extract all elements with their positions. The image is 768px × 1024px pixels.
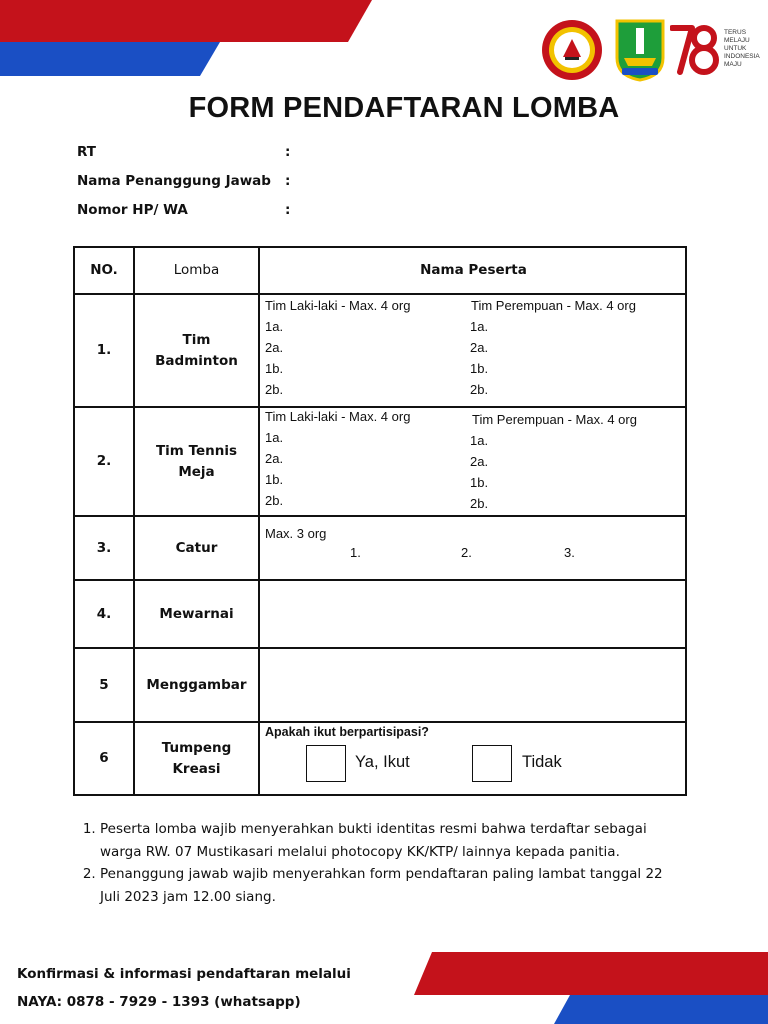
row-1-right-line[interactable]: 2b. — [470, 382, 489, 397]
bottom-stripes — [410, 952, 768, 1024]
row-1-left-line[interactable]: 2b. — [265, 382, 284, 397]
tidak-checkbox[interactable] — [472, 745, 512, 782]
bottom-blue-stripe — [554, 995, 768, 1024]
row-1-right-line[interactable]: 1a. — [470, 319, 489, 334]
row-1-right-line[interactable]: 1b. — [470, 361, 489, 376]
info-penanggung-jawab-label: Nama Penanggung Jawab — [77, 173, 271, 189]
row-4-lomba: Mewarnai — [159, 605, 234, 622]
logo-tagline-5: MAJU — [724, 61, 742, 68]
logo-tagline-1: TERUS — [724, 29, 747, 36]
note-item: 2. Penanggung jawab wajib menyerahkan form pendaftaran paling lambat tanggal 22 Juli 2023 jam 12.00 siang. — [100, 863, 664, 908]
row-4-name-field[interactable] — [260, 581, 687, 647]
header-no — [75, 248, 133, 293]
row-1-no: 1. — [96, 342, 112, 359]
bottom-red-stripe — [414, 952, 768, 995]
row-2-right-line[interactable]: 2a. — [470, 454, 489, 469]
row-2-right-line[interactable]: 1b. — [470, 475, 489, 490]
row-3-slot[interactable]: 3. — [564, 545, 575, 560]
karang-taruna-logo — [541, 19, 603, 81]
row-3-note: Max. 3 org — [265, 526, 327, 541]
registration-table — [73, 246, 687, 796]
page-title: FORM PENDAFTARAN LOMBA — [188, 92, 620, 124]
top-stripes — [0, 0, 380, 76]
logo-group — [538, 16, 768, 82]
row-1-left-line[interactable]: 2a. — [265, 340, 284, 355]
row-2-no: 2. — [96, 453, 112, 470]
logo-tagline-2: MELAJU — [724, 37, 750, 44]
header-lomba — [135, 248, 258, 293]
tidak-label: Tidak — [522, 753, 562, 771]
row-1-right-line[interactable]: 2a. — [470, 340, 489, 355]
row-2-right-title: Tim Perempuan - Max. 4 org — [472, 412, 637, 427]
kota-bekasi-logo — [614, 18, 666, 82]
row-3-slot[interactable]: 2. — [461, 545, 472, 560]
row-2-left-line[interactable]: 2a. — [265, 451, 284, 466]
info-rt — [77, 144, 291, 160]
row-3-lomba: Catur — [175, 539, 218, 556]
header-nama-peserta-text: Nama Peserta — [420, 262, 527, 279]
header-lomba-text: Lomba — [173, 262, 220, 279]
row-2-right-line[interactable]: 1a. — [470, 433, 489, 448]
header-no-text: NO. — [90, 262, 118, 279]
info-rt-label: RT — [77, 144, 96, 160]
row-6-question: Apakah ikut berpartisipasi? — [265, 725, 429, 739]
hut-ri-78-logo — [670, 20, 768, 80]
info-penanggung-jawab — [77, 173, 291, 189]
row-6-no: 6 — [99, 750, 109, 767]
info-penanggung-jawab-colon: : — [285, 173, 291, 189]
info-rt-colon: : — [285, 144, 291, 160]
ya-ikut-label: Ya, Ikut — [355, 753, 410, 771]
row-2-left-line[interactable]: 2b. — [265, 493, 284, 508]
footer-confirmation: Konfirmasi & informasi pendaftaran melalui — [17, 966, 351, 982]
header-nama-peserta — [260, 248, 687, 293]
row-5-name-field[interactable] — [260, 649, 687, 721]
note-item: 1. Peserta lomba wajib menyerahkan bukti identitas resmi bahwa terdaftar sebagai warga RW. 07 Mustikasari melalui photocopy KK/KTP/ lainnya kepada panitia. — [100, 818, 664, 863]
row-1-left-title: Tim Laki-laki - Max. 4 org — [265, 298, 411, 313]
ya-ikut-checkbox[interactable] — [306, 745, 346, 782]
row-2-right-line[interactable]: 2b. — [470, 496, 489, 511]
row-1-lomba: Tim Badminton — [155, 331, 238, 369]
info-nomor-hp — [77, 202, 291, 218]
top-red-stripe — [0, 0, 372, 42]
row-4-no: 4. — [96, 605, 112, 622]
row-2-left-line[interactable]: 1a. — [265, 430, 284, 445]
logo-tagline-4: INDONESIA — [724, 53, 760, 60]
footer-contact[interactable]: NAYA: 0878 - 7929 - 1393 (whatsapp) — [17, 994, 301, 1010]
info-nomor-hp-label: Nomor HP/ WA — [77, 202, 188, 218]
logo-tagline-3: UNTUK — [724, 45, 747, 52]
row-1-left-line[interactable]: 1b. — [265, 361, 284, 376]
row-5-lomba: Menggambar — [146, 676, 247, 693]
top-blue-stripe — [0, 42, 220, 76]
row-3-slot[interactable]: 1. — [350, 545, 361, 560]
row-3-no: 3. — [96, 539, 112, 556]
row-2-left-title: Tim Laki-laki - Max. 4 org — [265, 409, 411, 424]
row-6-lomba: Tumpeng Kreasi — [161, 739, 232, 777]
row-2-left-line[interactable]: 1b. — [265, 472, 284, 487]
row-5-no: 5 — [99, 676, 109, 693]
row-1-right-title: Tim Perempuan - Max. 4 org — [471, 298, 636, 313]
info-nomor-hp-colon: : — [285, 202, 291, 218]
row-2-lomba: Tim Tennis Meja — [155, 442, 238, 480]
notes-list — [84, 818, 664, 908]
row-1-left-line[interactable]: 1a. — [265, 319, 284, 334]
